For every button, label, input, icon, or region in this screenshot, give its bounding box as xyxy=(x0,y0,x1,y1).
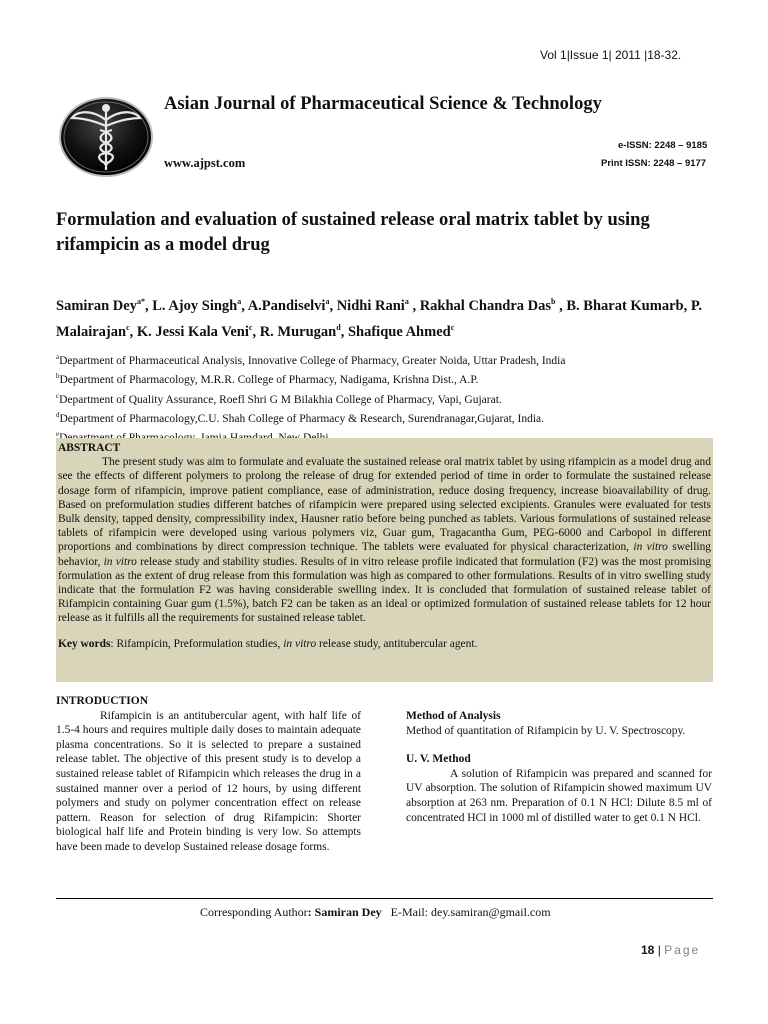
author-name: B. Bharat Kumarb xyxy=(566,297,684,314)
author-affiliation-marker: a xyxy=(325,297,330,306)
uv-method-text: A solution of Rifampicin was prepared and scanned for UV absorption. The solution of Rifampicin showed maximum UV absorption at 263 nm. Preparation of 0.1 N HCl: Dilute 8.5 ml of concentrated HCl in 1000 ml of distilled water to get 0.1 N HCl. xyxy=(406,767,712,824)
journal-title: Asian Journal of Pharmaceutical Science & Technology xyxy=(164,94,602,114)
author-name: Rakhal Chandra Das xyxy=(419,297,552,314)
author-name: Shafique Ahmed xyxy=(347,323,451,340)
affiliation-item xyxy=(56,350,716,369)
author-name: L. Ajoy Singh xyxy=(152,297,238,314)
affiliation-item xyxy=(56,389,716,408)
uv-method-heading: U. V. Method xyxy=(406,753,471,766)
corresponding-author: Corresponding Author: Samiran Dey E-Mail: dey.samiran@gmail.com xyxy=(200,905,551,919)
author-name: R. Murugan xyxy=(259,323,337,340)
author-name: A.Pandiselvi xyxy=(247,297,326,314)
corresponding-author-name: Samiran Dey xyxy=(314,905,382,919)
affiliation-text: Department of Pharmaceutical Analysis, Innovative College of Pharmacy, Greater Noida, Uttar Pradesh, India xyxy=(59,354,566,367)
author-name: Samiran Dey xyxy=(56,297,137,314)
author-name: P. Malairajan xyxy=(56,297,702,340)
journal-logo xyxy=(58,96,154,178)
abstract-text: The present study was aim to formulate and evaluate the sustained release oral matrix tablet by using rifampicin as a model drug and see the effects of different polymers to prolong the release of drug for extended period of time in order to formulate the sustained release dosage form of rifampicin, improve patient compliance, ease of administration, reduce dosing frequency, increase bioavailability of drug. Based on preformulation studies different batches of rifampicin were prepared using selected excipients. Granules were evaluated for tests Bulk density, tapped density, compressibility index, Hausner ratio before being punched as tablets. Various formulations of sustained release tablets of rifampicin were developed using various polymers viz, Guar gum, Tragacantha Gum, PEG-6000 and Carbopol in different proportions and combinations by direct compression technique. The tablets were evaluated for physical characterization, in vitro swelling behavior, in vitro release study and stability studies. Results of in vitro release profile indicated that formulation (F2) was the most promising formulation as the extent of drug release from this formulation was high as compared to other formulations. Results of in vitro swelling study indicate that the formulation F2 was having considerable swelling index. It is concluded that formulation of sustained release tablet of Rifampicin containing Guar gum (1.5%), batch F2 can be taken as an ideal or optimized formulation of sustained release tablets for 12 hour release as it fulfills all the requirements for sustained release tablet. xyxy=(58,456,712,625)
author-affiliation-marker: d xyxy=(336,322,341,332)
affiliation-marker: e xyxy=(56,430,60,439)
affiliation-item xyxy=(56,369,716,388)
affiliation-text: Department of Pharmacology, M.R.R. College of Pharmacy, Nadigama, Krishna Dist., A.P. xyxy=(59,374,479,387)
footer-divider xyxy=(56,898,713,899)
introduction-text: Rifampicin is an antitubercular agent, with half life of 1.5-4 hours and requires multiple daily doses to maintain adequate plasma concentrations. So it is selected to prepare a sustained release tablet. The objective of this present study is to develop a sustained release tablet of Rifampicin which releases the drug in a sustained manner over a period of 12 hours, by using different polymers and study on polymer concentration effect on release pattern. Reason for selection of drug Rifampicin: Shorter biological half life and Protein binding is very low. So attempts have been made to develop Sustained release dosage forms. xyxy=(56,709,361,853)
methods-section xyxy=(406,709,712,825)
author-affiliation-marker: c xyxy=(126,322,130,332)
author-name: K. Jessi Kala Veni xyxy=(136,323,249,340)
author-list: Samiran Dey$^{a*}$, L. Ajoy Singh$^a$, A.Pandiselvi$^a$, Nidhi Rani$^a$ , Rakhal Chandra Das$^b$ , B. Bharat Kumarb, P. Malairajan$^c$, K. Jessi Kala Veni$^c$, R. Murugan$^d$, Shafique Ahmed$^c$ xyxy=(56,297,702,340)
method-text: Method of quantitation of Rifampicin by U. V. Spectroscopy. xyxy=(406,724,686,737)
page-number: 18 | Page xyxy=(641,943,701,957)
affiliation-item xyxy=(56,408,716,427)
abstract-heading: ABSTRACT xyxy=(58,442,121,454)
method-heading: Method of Analysis xyxy=(406,710,501,722)
affiliation-marker: c xyxy=(56,391,60,400)
volume-issue: Vol 1|Issue 1| 2011 |18-32. xyxy=(540,48,682,62)
author-affiliation-marker: a* xyxy=(136,297,145,306)
introduction-heading: INTRODUCTION xyxy=(56,695,149,707)
author-affiliation-marker: c xyxy=(248,322,253,332)
affiliation-list xyxy=(56,350,716,447)
print-issn: Print ISSN: 2248 – 9177 xyxy=(601,158,707,169)
keywords: Key words: Rifampicin, Preformulation studies, in vitro release study, antitubercular agent. xyxy=(58,637,478,650)
e-issn: e-ISSN: 2248 – 9185 xyxy=(618,140,708,151)
affiliation-text: Department of Pharmacology,C.U. Shah College of Pharmacy & Research, Surendranagar,Gujarat, India. xyxy=(59,412,545,425)
caduceus-icon xyxy=(58,96,154,178)
affiliation-marker: a xyxy=(56,353,60,361)
author-affiliation-marker: a xyxy=(404,297,409,306)
journal-website-link[interactable]: www.ajpst.com xyxy=(164,156,246,170)
corresponding-email[interactable]: E-Mail: dey.samiran@gmail.com xyxy=(390,905,551,919)
paper-title: Formulation and evaluation of sustained release oral matrix tablet by using rifampicin as a model drug xyxy=(56,210,650,255)
author-affiliation-marker: c xyxy=(450,322,455,332)
abstract-box xyxy=(56,438,713,682)
affiliation-marker: d xyxy=(56,410,60,419)
affiliation-marker: b xyxy=(56,372,60,381)
author-affiliation-marker: b xyxy=(551,297,556,306)
author-affiliation-marker: a xyxy=(237,297,242,306)
author-name: Nidhi Rani xyxy=(336,297,405,314)
affiliation-text: Department of Quality Assurance, Roefl Shri G M Bilakhia College of Pharmacy, Vapi, Gujarat. xyxy=(59,393,502,406)
introduction-section xyxy=(56,694,361,855)
